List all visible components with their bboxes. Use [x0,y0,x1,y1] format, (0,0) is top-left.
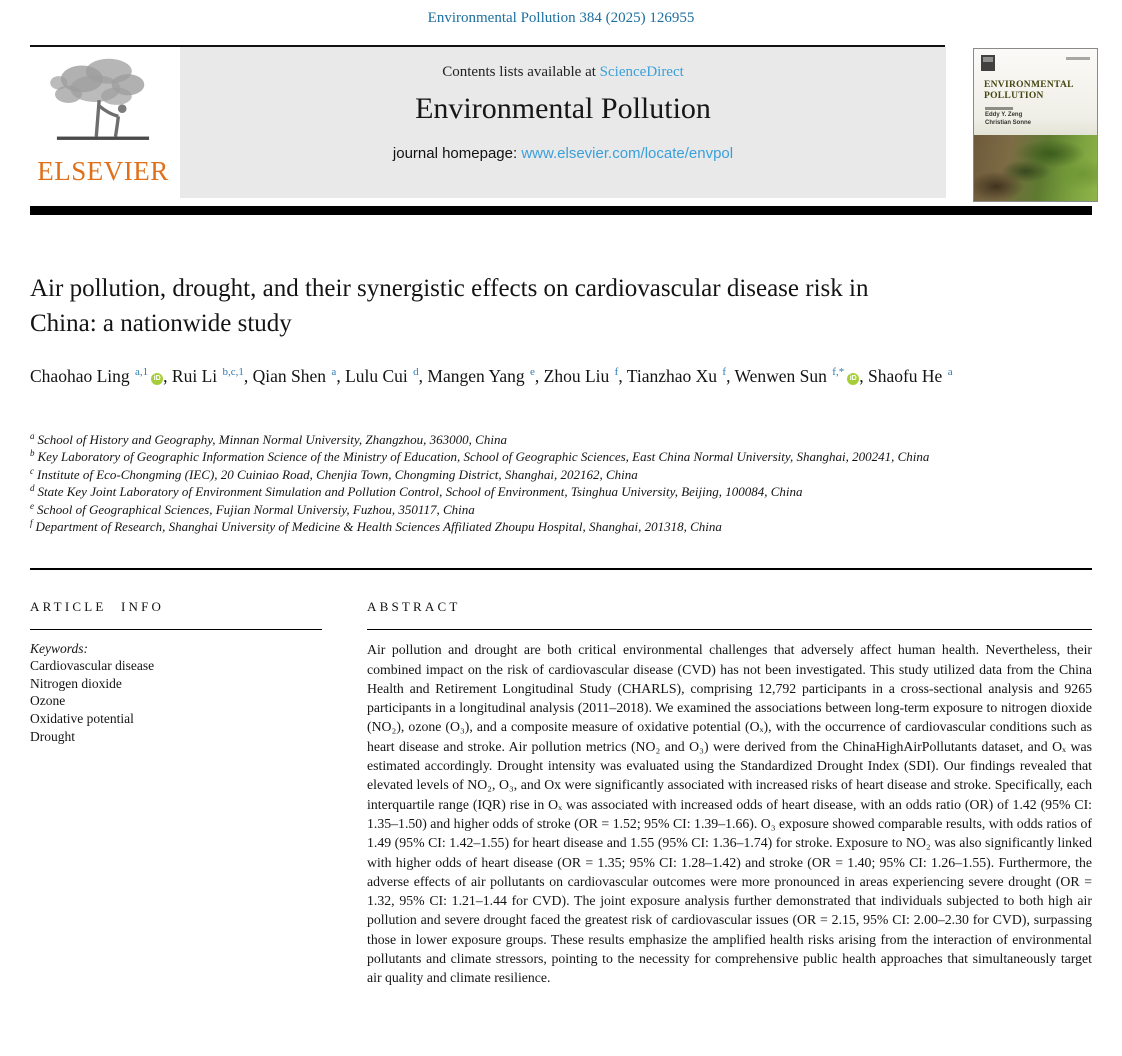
author: Mangen Yang $^e$, [427,366,544,386]
cover-editors [985,112,1031,127]
contents-prefix: Contents lists available at [442,64,600,80]
author: Qian Shen $^a$, [252,366,346,386]
affiliation [30,448,982,465]
journal-cover-thumbnail[interactable] [973,48,1098,202]
orcid-icon[interactable]: iD [847,373,859,385]
affiliation-label: f [30,518,33,529]
author-affiliation-superscript: e [530,366,535,379]
journal-banner [180,47,946,198]
journal-citation-link[interactable]: Environmental Pollution 384 (2025) 126955 [427,10,695,26]
elsevier-logo[interactable] [28,54,178,187]
affiliation-label: b [30,448,35,459]
cover-top [974,49,1097,136]
affiliation [30,466,982,483]
author-affiliation-superscript: f,* [832,366,845,379]
section-divider-rule [30,568,1092,570]
author-affiliation-superscript: a,1 [135,366,149,379]
homepage-prefix: journal homepage: [392,145,522,162]
author: Tianzhao Xu $^f$, [626,366,735,386]
sciencedirect-link[interactable]: ScienceDirect [599,64,684,80]
affiliation-label: e [30,500,34,511]
author-affiliation-superscript: a [331,366,337,379]
orcid-icon[interactable]: iD [151,373,163,385]
author: Lulu Cui $^d$, [345,366,428,386]
contents-line [180,64,946,81]
affiliation-label: d [30,483,35,494]
elsevier-wordmark: ELSEVIER [37,156,169,186]
author: Rui Li $^{b,c,1}$, [171,366,253,386]
cover-landscape-image [974,135,1097,201]
author-name: Rui Li [171,366,222,386]
article-info-heading: ARTICLE INFO [30,599,165,614]
keyword: Cardiovascular disease [30,658,155,674]
cover-publisher-mini-logo-icon [981,55,995,71]
author-name: Wenwen Sun [734,366,832,386]
author-name: Zhou Liu [543,366,614,386]
author [868,366,953,386]
affiliation-text: Institute of Eco-Chongming (IEC), 20 Cuiniao Road, Chenjia Town, Chongming District, Shanghai, 202162, China [37,466,638,482]
article-info-column [30,599,322,745]
author-name: Qian Shen [252,366,331,386]
elsevier-tree-icon [44,137,162,154]
author-affiliation-superscript: b,c,1 [222,366,244,379]
abstract-column [367,599,1092,988]
keywords-list [30,657,322,745]
affiliation-text: State Key Joint Laboratory of Environment Simulation and Pollution Control, School of Environment, Tsinghua University, Beijing, 100084, China [37,484,803,500]
author-name: Shaofu He [867,366,947,386]
keywords-label: Keywords: [30,641,88,657]
affiliation-list [30,431,982,535]
author-affiliation-superscript: d [413,366,419,379]
keyword: Drought [30,728,75,744]
journal-name: Environmental Pollution [415,92,711,125]
affiliation-text: School of History and Geography, Minnan Normal University, Zhangzhou, 363000, China [37,432,507,447]
abstract-rule [367,629,1092,630]
homepage-url-link[interactable]: www.elsevier.com/locate/envpol [521,145,734,162]
author-list [30,363,960,390]
homepage-line [180,145,946,162]
author-name: Lulu Cui [345,366,413,386]
affiliation [30,518,982,535]
cover-editors-label-placeholder [985,107,1013,110]
affiliation-label: a [30,431,35,441]
author: Wenwen Sun $^{f,*}$iD , [734,366,868,386]
article-title: Air pollution, drought, and their synergistic effects on cardiovascular disease risk in China: a nationwide study [30,275,869,337]
author: Chaohao Ling $^{a,1}$iD , [30,366,172,386]
author: Zhou Liu $^f$, [543,366,627,386]
cover-issn-placeholder [1066,57,1090,60]
author-name: Mangen Yang [427,366,530,386]
affiliation [30,431,982,448]
affiliation [30,501,982,518]
affiliation [30,483,982,500]
author-affiliation-superscript: f [614,366,619,379]
affiliation-text: Key Laboratory of Geographic Information Science of the Ministry of Education, School of Geographic Sciences, East China Normal University, Shanghai, 200241, China [37,449,930,465]
affiliation-text: School of Geographical Sciences, Fujian Normal Universiy, Fuzhou, 350117, China [37,501,475,517]
author-affiliation-superscript: a [947,366,953,379]
cover-editor-name: Christian Sonne [985,119,1032,126]
cover-journal-title: ENVIRONMENTAL POLLUTION [984,80,1074,101]
header-bottom-bar [30,206,1092,215]
article-info-rule [30,629,322,630]
affiliation-text: Department of Research, Shanghai University of Medicine & Health Sciences Affiliated Zhoupu Hospital, Shanghai, 201318, China [35,519,722,535]
keyword: Ozone [30,693,66,709]
author-name: Tianzhao Xu [626,366,722,386]
cover-editor-name: Eddy Y. Zeng [985,112,1023,118]
abstract-heading: ABSTRACT [367,599,461,614]
author-affiliation-superscript: f [722,366,727,379]
author-name: Chaohao Ling [30,366,135,386]
keyword: Nitrogen dioxide [30,675,122,691]
keyword: Oxidative potential [30,711,134,727]
abstract-text: Air pollution and drought are both critical environmental challenges that adversely affect human health. Nevertheless, their combined impact on the risk of cardiovascular disease (CVD) has not been investigated. This study utilized data from the China Health and Retirement Longitudinal Study (CHARLS), comprising 12,792 participants in a cross-sectional analysis and 9265 participants in a longitudinal analysis (2011–2018). We examined the associations between long-term exposure to nitrogen dioxide (NO₂), ozone (O₃), and a composite measure of oxidative potential (Oₓ), with the occurrence of cardiovascular conditions such as heart disease and stroke. Air pollution metrics (NO₂ and O₃) were derived from the ChinaHighAirPollutants dataset, and Oₓ was estimated accordingly. Drought intensity was evaluated using the Standardized Drought Index (SDI). Our findings revealed that elevated levels of NO₂, O₃, and Ox were significantly associated with increased risks of heart disease and stroke. Specifically, each interquartile range (IQR) rise in Oₓ was associated with increased odds of heart disease, with an odds ratio (OR) of 1.42 (95% CI: 1.35–1.50) and higher odds of stroke (OR = 1.52; 95% CI: 1.39–1.66). O₃ exposure showed comparable results, with odds ratios of 1.49 (95% CI: 1.42–1.55) for heart disease and 1.55 (95% CI: 1.36–1.74) for stroke. Exposure to NO₂ was also significantly linked with higher odds of heart disease (OR = 1.35; 95% CI: 1.28–1.42) and stroke (OR = 1.40; 95% CI: 1.26–1.55). Furthermore, the adverse effects of air pollutants on cardiovascular outcomes were more pronounced in areas experiencing severe drought (OR = 1.32, 95% CI: 1.21–1.44 for CVD). The joint exposure analysis further demonstrated that individuals subjected to both high air pollution and severe drought faced the greatest risk of cardiovascular issues (OR = 2.15, 95% CI: 2.00–2.30 for CVD), surpassing those in lower exposure groups. These results emphasize the amplified health risks arising from the interaction of environmental pollutants and climate stressors, pointing to the necessity for comprehensive public health approaches that simultaneously target air quality and climate resilience. [367,642,1092,986]
affiliation-label: c [30,465,34,476]
